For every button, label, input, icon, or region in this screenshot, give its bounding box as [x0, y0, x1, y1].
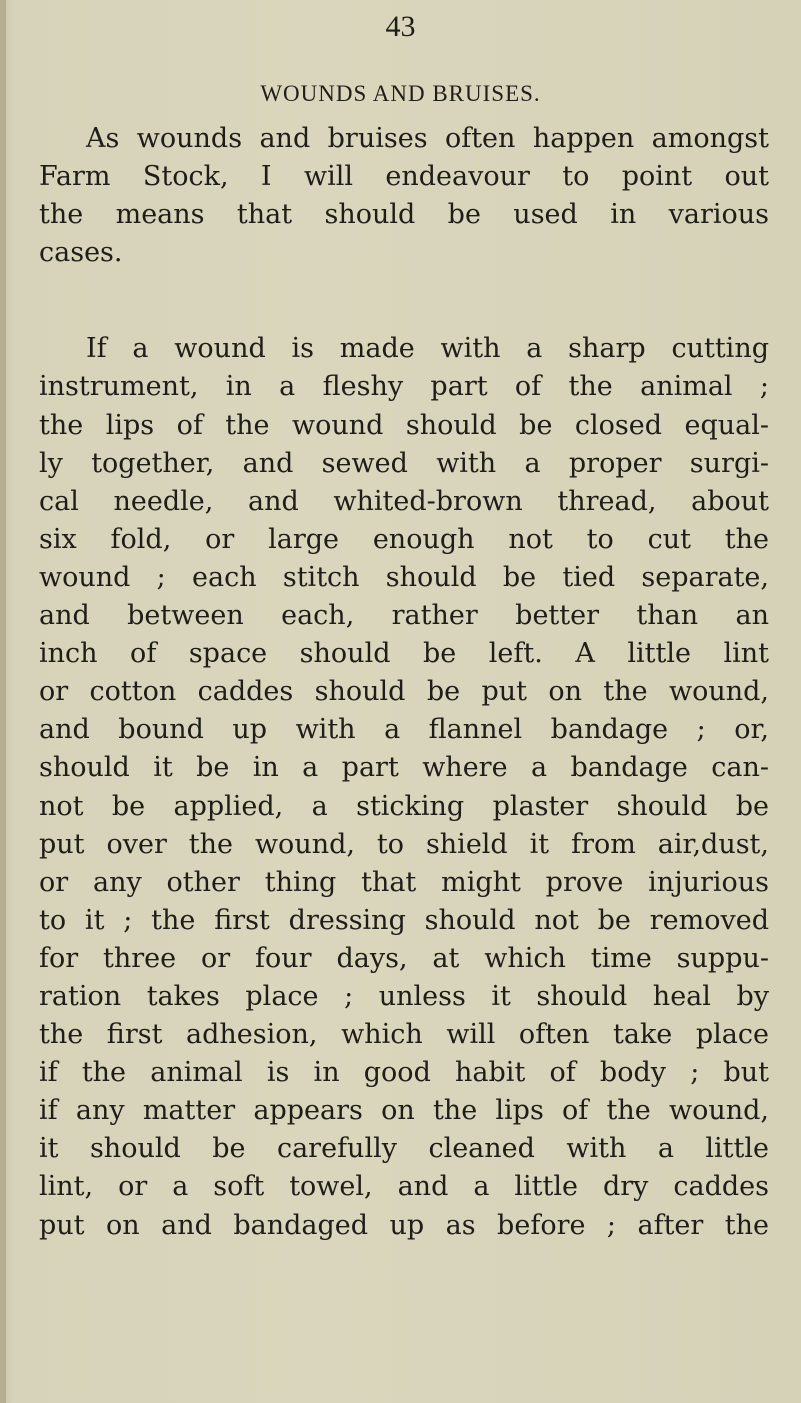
- text-line: or any other thing that might prove injurious: [39, 866, 769, 898]
- text-line: the means that should be used in various: [39, 199, 769, 231]
- text-line: ration takes place ; unless it should heal by: [39, 980, 769, 1012]
- text-line: or cotton caddes should be put on the wound,: [39, 676, 769, 708]
- text-line: cal needle, and whited-brown thread, about: [39, 485, 769, 517]
- text-line: wound ; each stitch should be tied separate,: [39, 561, 769, 593]
- text-line: and between each, rather better than an: [39, 600, 769, 632]
- page-number: 43: [385, 10, 416, 43]
- text-line: If a wound is made with a sharp cutting: [86, 333, 769, 365]
- text-line: instrument, in a fleshy part of the animal ;: [39, 371, 769, 403]
- chapter-heading: WOUNDS AND BRUISES.: [260, 81, 541, 106]
- text-line: cases.: [39, 237, 123, 269]
- text-line: put over the wound, to shield it from air,dust,: [39, 828, 769, 860]
- text-line: Farm Stock, I will endeavour to point out: [39, 161, 769, 193]
- text-line: inch of space should be left. A little lint: [39, 638, 769, 670]
- text-line: should it be in a part where a bandage can-: [39, 752, 769, 784]
- paragraph-2: [39, 330, 769, 1244]
- text-line: the lips of the wound should be closed equal-: [39, 409, 769, 441]
- text-line: put on and bandaged up as before ; after the: [39, 1209, 769, 1241]
- text-line: ly together, and sewed with a proper surgi-: [39, 447, 769, 479]
- text-line: to it ; the first dressing should not be removed: [39, 904, 769, 936]
- text-line: six fold, or large enough not to cut the: [39, 523, 769, 555]
- text-line: As wounds and bruises often happen amongst: [86, 123, 769, 154]
- text-line: it should be carefully cleaned with a little: [39, 1133, 769, 1165]
- text-line: for three or four days, at which time suppu-: [39, 942, 769, 974]
- paragraph-gap: [39, 272, 769, 330]
- text-line: and bound up with a flannel bandage ; or,: [39, 714, 769, 746]
- text-line: if any matter appears on the lips of the wound,: [39, 1095, 769, 1127]
- text-line: the first adhesion, which will often take place: [39, 1019, 769, 1051]
- text-line: lint, or a soft towel, and a little dry caddes: [39, 1171, 769, 1203]
- body-text: [39, 120, 769, 1245]
- text-line: not be applied, a sticking plaster should be: [39, 790, 769, 822]
- page-gutter: [0, 0, 6, 1403]
- paragraph-1: [39, 120, 769, 272]
- text-line: if the animal is in good habit of body ; but: [39, 1057, 769, 1089]
